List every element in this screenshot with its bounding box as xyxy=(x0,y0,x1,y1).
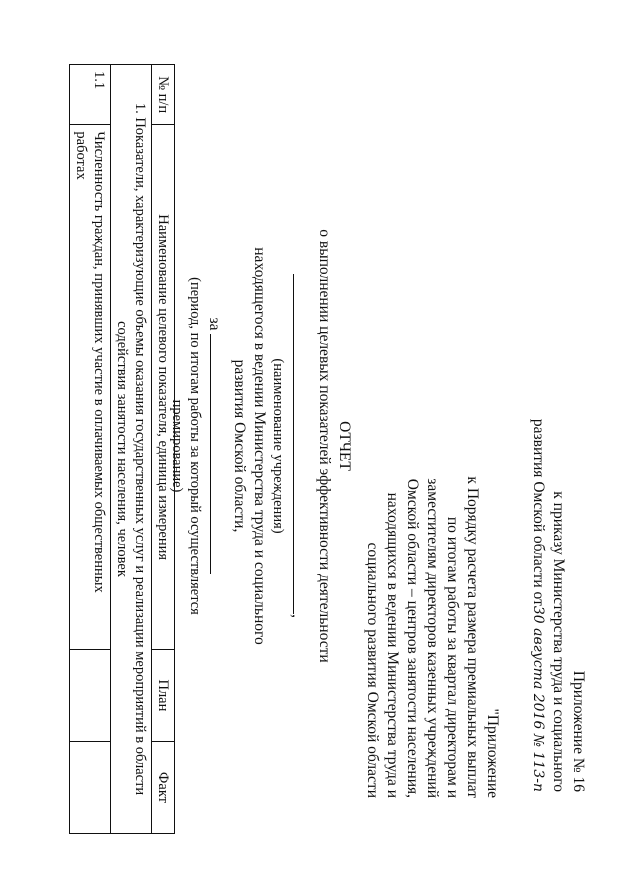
subordination-line-1: находящегося в ведении Министерства труда и социального xyxy=(251,247,268,645)
table-header-row xyxy=(152,65,175,834)
attachment-date-prefix: развития Омской области от xyxy=(530,418,547,606)
attachment-header xyxy=(528,372,588,792)
attachment-line-3 xyxy=(528,372,548,792)
section-1-title: 1. Показатели, характеризующие объемы оказания государственных услуг и реализации мероприятий в области содействия занятости населения, человек xyxy=(111,65,152,834)
order-annex-line: к Порядку расчета размера премиальных выплат xyxy=(464,476,481,798)
attachment-line-2: к приказу Министерства труда и социального xyxy=(550,491,567,792)
period-line xyxy=(204,0,225,892)
institution-comma: , xyxy=(289,614,306,618)
order-annex-line: находящихся в ведении Министерства труда и xyxy=(384,492,401,798)
row-fact xyxy=(70,741,111,833)
period-blank xyxy=(210,334,225,574)
report-subtitle: о выполнении целевых показателей эффективности деятельности xyxy=(316,229,333,663)
header-plan: План xyxy=(152,649,175,741)
header-num: № п/п xyxy=(152,65,175,125)
attachment-title: Приложение № 16 xyxy=(570,670,587,792)
institution-blank xyxy=(293,274,308,614)
table-section-row xyxy=(111,65,152,834)
row-num: 1.1 xyxy=(70,65,111,125)
report-title: ОТЧЕТ xyxy=(336,421,353,471)
handwritten-date-signature: 30 августа 2016 № 113-п xyxy=(530,605,546,792)
institution-line xyxy=(287,0,308,892)
indicators-table xyxy=(69,64,175,834)
order-annex-line: заместителям директоров казенных учреждений xyxy=(424,478,441,798)
header-name: Наименование целевого показателя, единица измерения xyxy=(152,125,175,650)
order-annex-line: "Приложение xyxy=(484,708,501,798)
period-hint-1: (период, по итогам работы за который осуществляется xyxy=(187,277,203,615)
table-row xyxy=(70,65,111,834)
order-annex-line: социального развития Омской области xyxy=(364,542,381,798)
header-fact: Факт xyxy=(152,741,175,833)
institution-hint: (наименование учреждения) xyxy=(270,358,286,534)
order-annex-line: Омской области – центров занятости населения, xyxy=(404,478,421,798)
row-name: Численность граждан, принявших участие в оплачиваемых общественных работах xyxy=(70,125,111,650)
row-plan xyxy=(70,649,111,741)
report-heading xyxy=(168,0,354,892)
order-annex-block xyxy=(362,298,502,798)
period-za: за xyxy=(206,317,223,331)
period-hint-2: премирование) xyxy=(169,399,185,493)
subordination-line-2: развития Омской области, xyxy=(231,359,248,533)
order-annex-line: по итогам работы за квартал директорам и xyxy=(444,516,461,798)
